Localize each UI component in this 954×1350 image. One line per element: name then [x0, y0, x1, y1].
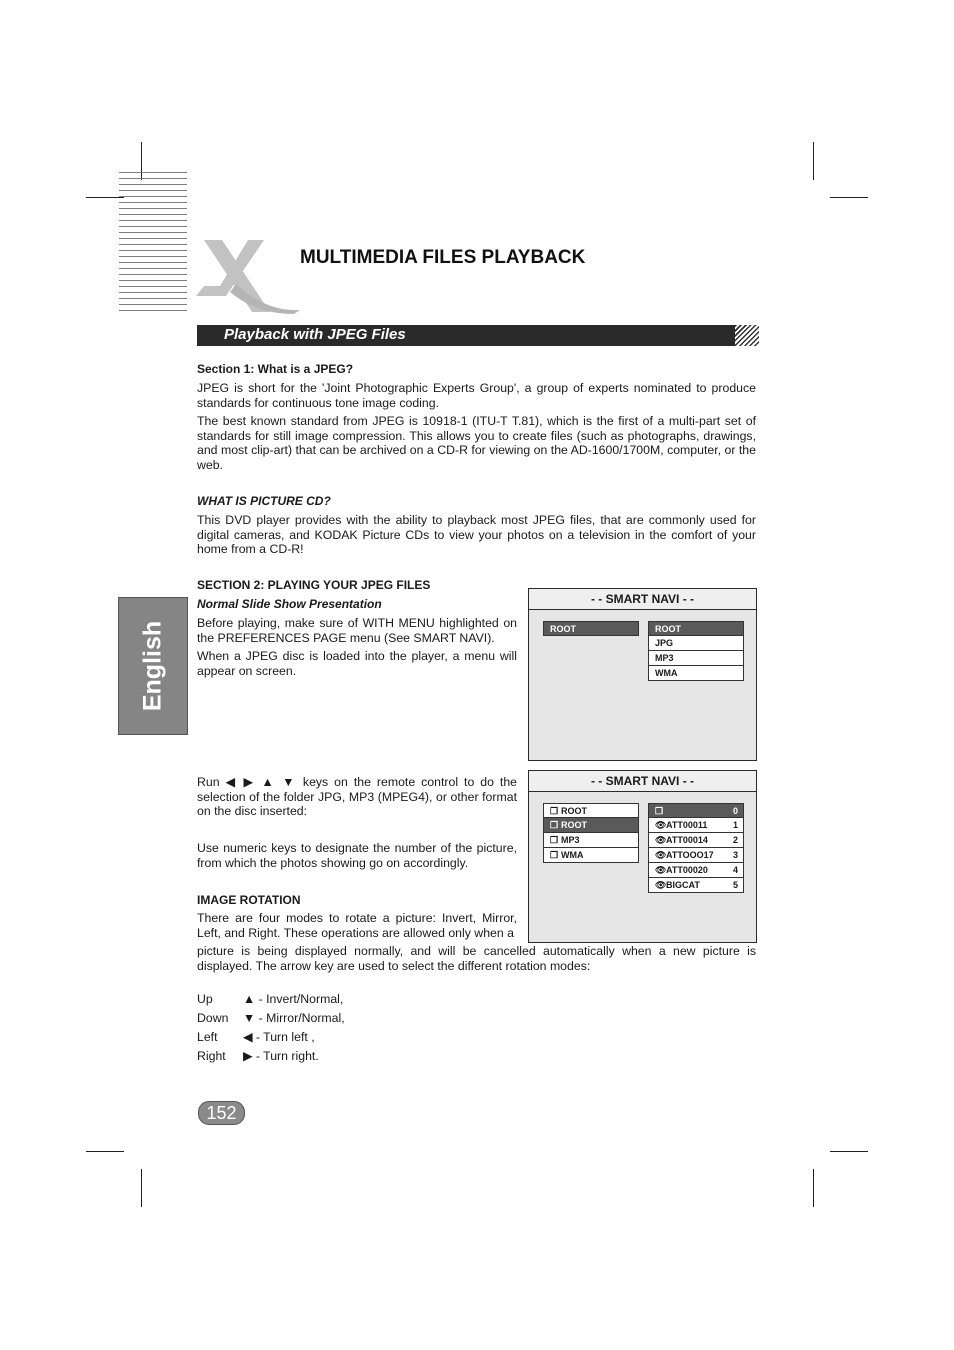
key-action: ▲ - Invert/Normal,	[243, 992, 344, 1006]
file-label: ATTOOO17	[666, 850, 714, 860]
key-action: ▼ - Mirror/Normal,	[243, 1011, 345, 1025]
folder-icon: ❐	[550, 850, 559, 860]
section1-heading: Section 1: What is a JPEG?	[197, 362, 354, 376]
banner-hatch	[735, 325, 759, 346]
file-item[interactable]	[648, 621, 744, 636]
section2-paragraph: Run ◀ ▶ ▲ ▼ keys on the remote control to do the selection of the folder JPG, MP3 (MPEG4), or other format on the disc inserted:	[197, 775, 517, 818]
file-item[interactable]	[648, 833, 744, 848]
section2-paragraph: When a JPEG disc is loaded into the player, a menu will appear on screen.	[197, 649, 517, 678]
file-column	[648, 803, 744, 893]
page-title: MULTIMEDIA FILES PLAYBACK	[300, 247, 586, 268]
crop-mark	[830, 197, 868, 198]
folder-column	[543, 803, 639, 863]
file-label: MP3	[655, 653, 674, 663]
key-action: ◀ - Turn left ,	[243, 1030, 315, 1044]
folder-label: WMA	[561, 850, 584, 860]
file-label: JPG	[655, 638, 674, 648]
file-number: 5	[732, 880, 738, 890]
file-item[interactable]	[648, 666, 744, 681]
language-tab	[118, 597, 188, 735]
folder-label: ROOT	[561, 820, 587, 830]
smart-navi-panel	[528, 770, 757, 943]
key-action: ▶ - Turn right.	[243, 1049, 319, 1063]
file-item[interactable]	[648, 878, 744, 893]
file-number: 0	[732, 806, 738, 816]
file-item[interactable]	[648, 651, 744, 666]
file-number: 4	[732, 865, 738, 875]
file-item[interactable]	[648, 803, 744, 818]
file-item[interactable]	[648, 863, 744, 878]
file-number: 2	[732, 835, 738, 845]
smart-navi-title: - - SMART NAVI - -	[529, 771, 756, 792]
file-item[interactable]	[648, 818, 744, 833]
file-label: ATT00020	[666, 865, 708, 875]
file-number: 3	[732, 850, 738, 860]
section2-paragraph: Before playing, make sure of WITH MENU highlighted on the PREFERENCES PAGE menu (See SMART NAVI).	[197, 616, 517, 645]
section2-paragraph: Use numeric keys to designate the number of the picture, from which the photos showing go on accordingly.	[197, 841, 517, 870]
crop-mark	[813, 142, 814, 180]
file-item[interactable]	[648, 848, 744, 863]
decorative-stripes	[119, 172, 187, 312]
section1-paragraph: This DVD player provides with the ability to playback most JPEG files, that are commonly used for digital cameras, and KODAK Picture CDs to view your photos on a television in the comfort of your home from a CD-R!	[197, 513, 756, 556]
file-label: BIGCAT	[666, 880, 700, 890]
section1-paragraph: JPEG is short for the 'Joint Photographic Experts Group', a group of experts nominated to produce standards for continuous tone image coding.	[197, 381, 756, 410]
rotation-paragraph: There are four modes to rotate a picture: Invert, Mirror, Left, and Right. These operations are allowed only when a	[197, 911, 517, 940]
x-logo-icon	[196, 240, 302, 314]
crop-mark	[830, 1151, 868, 1152]
folder-label: MP3	[561, 835, 580, 845]
file-label: ATT00011	[666, 820, 708, 830]
crop-mark	[141, 1169, 142, 1207]
folder-icon: ❐	[550, 820, 559, 830]
key-name: Up	[197, 992, 213, 1006]
folder-label: ROOT	[550, 624, 576, 634]
eye-icon: 👁	[655, 880, 667, 890]
file-label: WMA	[655, 668, 678, 678]
section-banner	[197, 325, 737, 346]
folder-column	[543, 621, 639, 636]
crop-mark	[813, 1169, 814, 1207]
file-label: ROOT	[655, 624, 681, 634]
eye-icon: 👁	[655, 820, 667, 830]
file-item[interactable]	[648, 636, 744, 651]
key-name: Left	[197, 1030, 218, 1044]
smart-navi-panel	[528, 588, 757, 761]
eye-icon: 👁	[655, 865, 667, 875]
banner-label: Playback with JPEG Files	[224, 326, 406, 343]
file-number: 1	[732, 820, 738, 830]
smart-navi-title: - - SMART NAVI - -	[529, 589, 756, 610]
picture-cd-heading: WHAT IS PICTURE CD?	[197, 494, 331, 508]
file-label: ATT00014	[666, 835, 708, 845]
folder-icon: ❐	[550, 835, 559, 845]
key-name: Right	[197, 1049, 226, 1063]
section2-heading: SECTION 2: PLAYING YOUR JPEG FILES	[197, 578, 431, 592]
language-label: English	[138, 620, 167, 712]
eye-icon: 👁	[655, 850, 667, 860]
page-number-badge	[198, 1101, 245, 1125]
folder-icon: ❐	[655, 806, 664, 816]
folder-item[interactable]	[543, 818, 639, 833]
key-name: Down	[197, 1011, 229, 1025]
section1-paragraph: The best known standard from JPEG is 10918-1 (ITU-T T.81), which is the first of a multi-part set of standards for still image compression. This allows you to create files (such as photographs, drawings, and most clip-art) that can be archived on a CD-R for viewing on the AD-1600/1700M, computer, or the web.	[197, 414, 756, 472]
rotation-paragraph: picture is being displayed normally, and will be cancelled automatically when a new picture is displayed. The arrow key are used to select the different rotation modes:	[197, 944, 756, 973]
folder-item[interactable]	[543, 833, 639, 848]
folder-item[interactable]	[543, 803, 639, 818]
eye-icon: 👁	[655, 835, 667, 845]
folder-item[interactable]	[543, 848, 639, 863]
slideshow-heading: Normal Slide Show Presentation	[197, 597, 382, 611]
page-number: 152	[206, 1103, 237, 1123]
folder-item[interactable]	[543, 621, 639, 636]
folder-icon: ❐	[550, 806, 559, 816]
rotation-heading: IMAGE ROTATION	[197, 893, 301, 907]
file-column	[648, 621, 744, 681]
folder-label: ROOT	[561, 806, 587, 816]
crop-mark	[86, 1151, 124, 1152]
